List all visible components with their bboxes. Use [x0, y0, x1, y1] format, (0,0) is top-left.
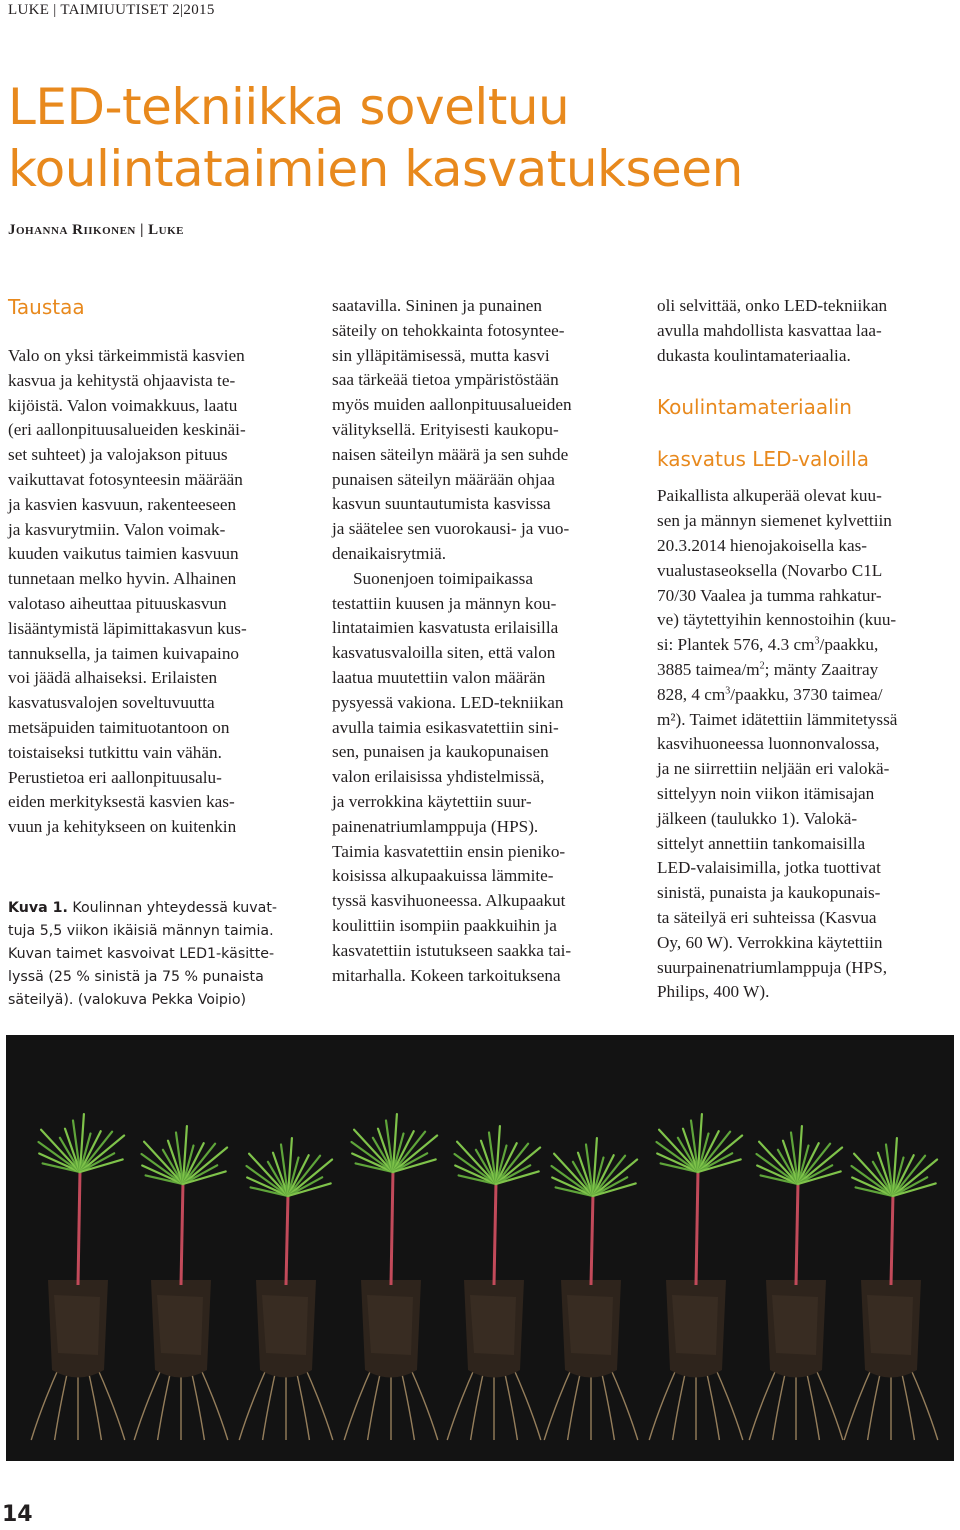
text-line — [657, 683, 957, 708]
text-line: koisissa alkupaakuissa lämmite- — [332, 866, 554, 886]
text-line: Paikallista alkuperää olevat kuu- — [657, 486, 882, 506]
text-line: tunnetaan melko hyvin. Alhainen — [8, 569, 237, 589]
text-line: vaikuttavat fotosynteesin määrään — [8, 469, 243, 489]
seedling — [649, 1114, 743, 1440]
text-line: valotaso aiheuttaa pituuskasvun — [8, 593, 227, 613]
superscript: 2 — [759, 660, 765, 672]
text-segment: si: Plantek 576, 4.3 cm — [657, 635, 815, 655]
text-line: sen, punaisen ja kaukopunaisen — [332, 742, 549, 762]
text-line: kasvua ja kehitystä ohjaavista te- — [8, 370, 236, 390]
text-line: kijöistä. Valon voimakkuus, laatu — [8, 395, 238, 415]
seedling — [844, 1138, 938, 1440]
text-line: säteily on tehokkainta fotosyntee- — [332, 320, 565, 340]
text-line: ja verrokkina käytettiin suur- — [332, 791, 532, 811]
text-line: LED-valaisimilla, jotka tuottivat — [657, 858, 881, 878]
text-line: sin ylläpitämisessä, mutta kasvi — [332, 345, 550, 365]
text-line: kasvun suuntautumista kasvissa — [332, 494, 551, 514]
text-line: tannuksella, ja taimen kuivapaino — [8, 643, 240, 663]
text-line: sen ja männyn siemenet kylvettiin — [657, 511, 892, 531]
caption-label: Kuva 1. — [8, 900, 68, 916]
text-segment: /paakku, 3730 taimea/ — [730, 684, 883, 704]
column-2 — [332, 294, 632, 988]
text-line: sinistä, punaista ja kaukopunais- — [657, 883, 881, 903]
text-line: kasvatettiin istutukseen saakka tai- — [332, 940, 572, 960]
text-line: dukasta koulintamateriaalia. — [657, 345, 851, 365]
section-heading-taustaa: Taustaa — [8, 295, 85, 319]
caption-line: säteilyä). (valokuva Pekka Voipio) — [8, 992, 247, 1008]
author-byline: Johanna Riikonen | Luke — [8, 222, 185, 238]
text-line: denaikaisrytmiä. — [332, 543, 447, 563]
text-line: ja kasvien kasvuun, rakenteeseen — [8, 494, 237, 514]
text-line: ta säteilyä eri suhteissa (Kasvua — [657, 907, 877, 927]
seedlings-photo — [6, 1035, 954, 1461]
title-line-2: koulintataimien kasvatukseen — [8, 140, 743, 198]
seedling — [344, 1114, 438, 1440]
column-2-paragraph-2 — [332, 567, 632, 989]
text-line: valon erilaisissa yhdistelmissä, — [332, 767, 545, 787]
caption-line: tuja 5,5 viikon ikäisiä männyn taimia. — [8, 923, 274, 939]
text-line: lisääntymistä läpimittakasvun kus- — [8, 618, 247, 638]
text-line: Valo on yksi tärkeimmistä kasvien — [8, 346, 245, 365]
text-line: toistaiseksi tutkittu vain vähän. — [8, 742, 222, 762]
text-line: jälkeen (taulukko 1). Valokä- — [657, 808, 858, 828]
column-3-paragraph-1 — [657, 294, 957, 368]
superscript: 3 — [814, 635, 820, 647]
seedling — [749, 1126, 843, 1440]
seedlings-illustration — [6, 1035, 954, 1461]
column-3-paragraph-2 — [657, 484, 957, 1005]
text-line: 70/30 Vaalea ja tumma rahkatur- — [657, 585, 882, 605]
text-line: pysyessä vakiona. LED-tekniikan — [332, 692, 564, 712]
column-2-paragraph-1 — [332, 294, 632, 567]
page-number: 14 — [2, 1502, 33, 1527]
text-line: Suonenjoen toimipaikassa — [353, 568, 533, 588]
running-header: LUKE | TAIMIUUTISET 2|2015 — [8, 2, 215, 18]
text-line: ja ne siirrettiin neljään eri valokä- — [657, 759, 890, 779]
text-line: Philips, 400 W). — [657, 982, 770, 1002]
text-line: sittelyyn noin viikon itämisajan — [657, 783, 875, 803]
text-line: punaisen säteilyn määrään ohjaa — [332, 469, 555, 489]
text-segment: /paakku, — [819, 635, 879, 655]
text-line: ja säätelee sen vuorokausi- ja vuo- — [332, 519, 570, 539]
text-line: m²). Taimet idätettiin lämmitetyssä — [657, 709, 898, 729]
section-heading-line-1: Koulintamateriaalin — [657, 395, 852, 420]
text-line: mitarhalla. Kokeen tarkoituksena — [332, 965, 561, 985]
text-line: set suhteet) ja valojakson pituus — [8, 445, 228, 465]
text-line: Oy, 60 W). Verrokkina käytettiin — [657, 932, 883, 952]
caption-line: Kuvan taimet kasvoivat LED1-käsitte- — [8, 946, 275, 962]
text-line: oli selvittää, onko LED-tekniikan — [657, 296, 888, 315]
text-line: myös muiden aallonpituusalueiden — [332, 395, 572, 415]
text-line: tyssä kasvihuoneessa. Alkupaakut — [332, 891, 566, 911]
text-line: kuuden vaikutus taimien kasvuun — [8, 544, 239, 564]
text-line: lintataimien kasvatusta erilaisilla — [332, 618, 559, 638]
seedling — [544, 1138, 638, 1440]
text-line: avulla taimia esikasvatettiin sini- — [332, 717, 559, 737]
column-1-body — [8, 344, 308, 840]
text-line: naisen säteilyn määrä ja sen suhde — [332, 444, 569, 464]
text-segment: 828, 4 cm — [657, 684, 726, 704]
caption-line-1-text: Koulinnan yhteydessä kuvat- — [67, 900, 278, 916]
text-line: saa tärkeää tietoa ympäristöstään — [332, 370, 559, 390]
text-line — [657, 658, 957, 683]
text-line: kasvatusvalojen soveltuvuutta — [8, 693, 215, 713]
seedling — [134, 1126, 228, 1440]
superscript: 3 — [725, 685, 731, 697]
text-line: välityksellä. Erityisesti kaukopu- — [332, 419, 559, 439]
text-line: metsäpuiden taimituotantoon on — [8, 717, 230, 737]
column-1 — [8, 294, 308, 840]
seedling — [447, 1126, 541, 1440]
text-line: avulla mahdollista kasvattaa laa- — [657, 320, 882, 340]
figure-caption — [8, 897, 308, 1012]
text-line: sittelyt annettiin tankomaisilla — [657, 833, 866, 853]
text-line: voi jäädä alhaiseksi. Erilaisten — [8, 668, 218, 688]
column-3 — [657, 294, 957, 1005]
text-line: suurpainenatriumlamppuja (HPS, — [657, 957, 888, 977]
article-title — [8, 76, 948, 200]
text-segment: ; mänty Zaaitray — [764, 659, 879, 679]
text-line: kasvihuoneessa luonnonvalossa, — [657, 734, 880, 754]
caption-line: lyssä (25 % sinistä ja 75 % punaista — [8, 969, 264, 985]
text-line: Perustietoa eri aallonpituusalu- — [8, 767, 222, 787]
text-line: vualustaseoksella (Novarbo C1L — [657, 560, 883, 580]
text-line: vuun ja kehitykseen on kuitenkin — [8, 817, 237, 837]
text-line: Taimia kasvatettiin ensin pieniko- — [332, 841, 566, 861]
text-line: saatavilla. Sininen ja punainen — [332, 296, 543, 315]
text-line: ja kasvurytmiin. Valon voimak- — [8, 519, 226, 539]
text-line: laatua muutettiin valon määrän — [332, 667, 546, 687]
section-heading-line-2: kasvatus LED-valoilla — [657, 447, 869, 472]
text-line: eiden merkityksestä kasvien kas- — [8, 792, 235, 812]
seedling — [239, 1138, 333, 1440]
title-line-1: LED-tekniikka soveltuu — [8, 78, 570, 136]
caption-line-1 — [8, 897, 308, 920]
text-line: testattiin kuusen ja männyn kou- — [332, 593, 557, 613]
text-line — [657, 633, 957, 658]
text-line: ve) täytettyihin kennostoihin (kuu- — [657, 610, 897, 630]
text-line: kasvatusvaloilla siten, että valon — [332, 643, 556, 663]
text-segment: 3885 taimea/m — [657, 659, 760, 679]
section-heading-koulintamateriaalin — [657, 394, 957, 472]
text-line: painenatriumlamppuja (HPS). — [332, 816, 539, 836]
text-line: koulittiin isompiin paakkuihin ja — [332, 915, 557, 935]
text-line: 20.3.2014 hienojakoisella kas- — [657, 535, 868, 555]
seedling — [31, 1114, 125, 1440]
text-line: (eri aallonpituusalueiden keskinäi- — [8, 420, 246, 440]
